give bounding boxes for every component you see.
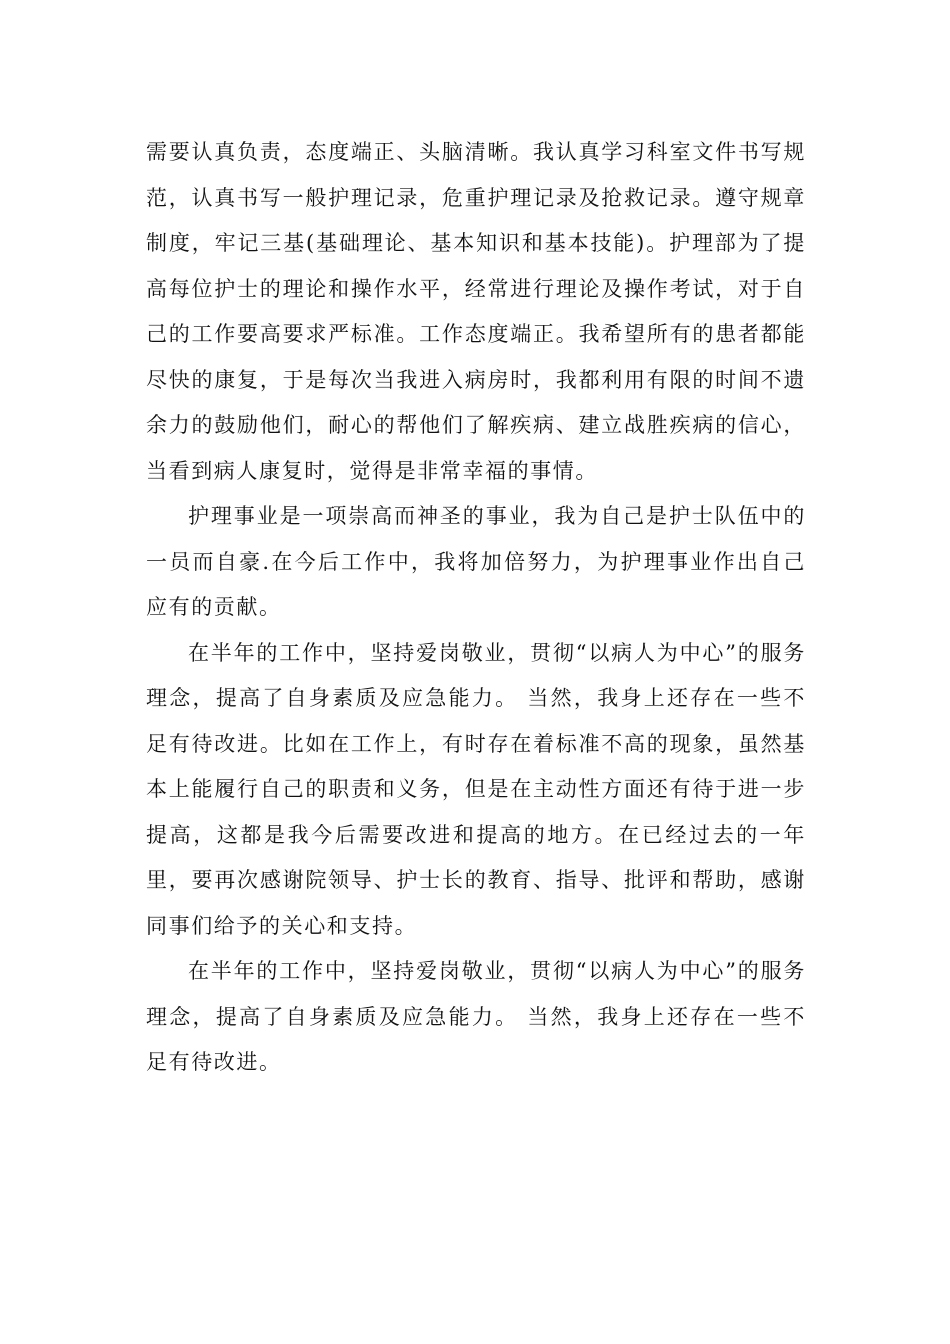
paragraph-1: 需要认真负责，态度端正、头脑清晰。我认真学习科室文件书写规范，认真书写一般护理记录，危重护理记录及抢救记录。遵守规章制度，牢记三基(基础理论、基本知识和基本技能)。护理部为了提高每位护士的理论和操作水平，经常进行理论及操作考试，对于自己的工作要高要求严标准。工作态度端正。我希望所有的患者都能尽快的康复，于是每次当我进入病房时，我都利用有限的时间不遗余力的鼓励他们，耐心的帮他们了解疾病、建立战胜疾病的信心，当看到病人康复时，觉得是非常幸福的事情。 [146,140,806,483]
paragraph-4: 在半年的工作中，坚持爱岗敬业，贯彻“以病人为中心”的服务理念，提高了自身素质及应急能力。 当然，我身上还存在一些不足有待改进。 [146,959,806,1074]
paragraph-3: 在半年的工作中，坚持爱岗敬业，贯彻“以病人为中心”的服务理念，提高了自身素质及应急能力。 当然，我身上还存在一些不足有待改进。比如在工作上，有时存在着标准不高的现象，虽然基本上能履行自己的职责和义务，但是在主动性方面还有待于进一步提高，这都是我今后需要改进和提高的地方。在已经过去的一年里，要再次感谢院领导、护士长的教育、指导、批评和帮助，感谢同事们给予的关心和支持。 [146,640,806,938]
document-body [146,130,806,1086]
paragraph-2: 护理事业是一项崇高而神圣的事业，我为自己是护士队伍中的一员而自豪.在今后工作中，我将加倍努力，为护理事业作出自己应有的贡献。 [146,504,806,619]
